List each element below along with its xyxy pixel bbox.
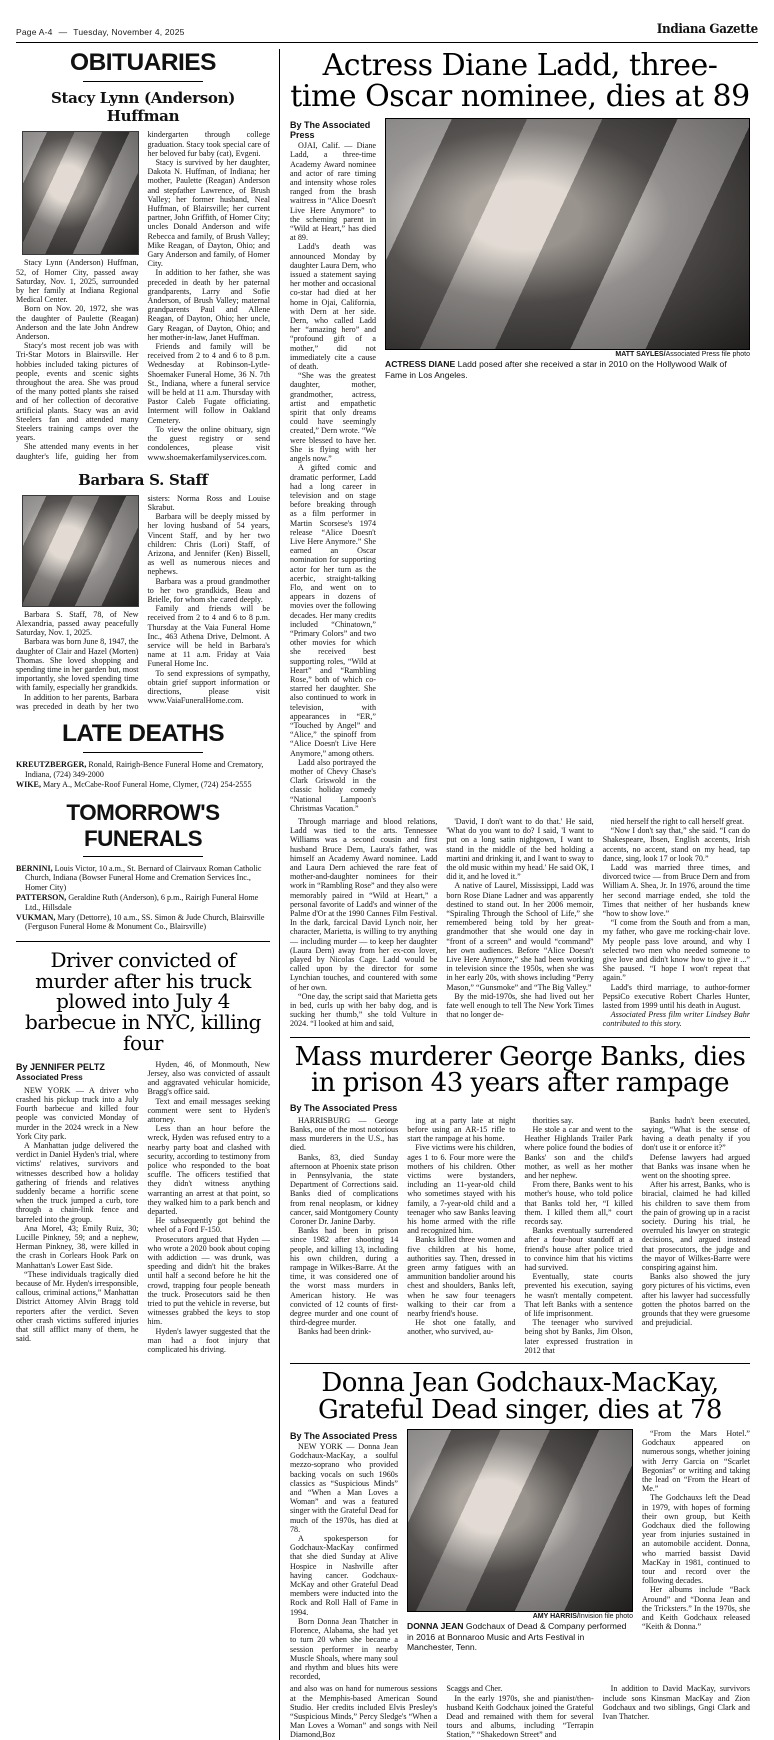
article-paragraph: A spokesperson for Godchaux-MacKay confirmed that she died Sunday at Alive Hospice in Nashville after having cancer. Godchaux-McKay and other Grateful Dead members were inducted into the Rock and Roll Hall of Fame in 1994. [290,1534,398,1617]
funeral-surname: PATTERSON, [16,893,67,903]
obit-paragraph: Barbara was a proud grandmother to her two grandkids, Beau and Brielle, for whom she cared deeply. [147,576,270,604]
donna-bottom-columns [290,1684,750,1739]
byline-driver: By JENNIFER PELTZ [16,1061,105,1072]
donna-top-block [290,1429,750,1681]
obituaries-rule [83,81,203,82]
byline-donna: By The Associated Press [290,1431,398,1442]
article-paragraph: Text and email messages seeking comment were sent to Hyden's attorney. [147,1096,270,1124]
article-paragraph: Born Donna Jean Thatcher in Florence, Alabama, she had yet to turn 20 when she became a session performer in nearby Muscle Shoals, where many soul and rhythm and blues hits were recorded, [290,1616,398,1682]
funeral-surname: VUKMAN, [16,912,56,922]
list-item [16,760,270,779]
donna-right-column [642,1429,750,1631]
late-deaths-rule [83,752,203,753]
donna-bottom-col-2 [446,1684,593,1739]
obit-paragraph: Barbara will be deeply missed by her loving husband of 54 years, Vincent Staff, and by her two children: Chris (Lori) Staff, of Arizona, and Jennifer (Ken) Bissell, as well as numerous nieces and nephews. [147,512,270,577]
masthead-rule [16,42,758,43]
publication-nameplate: Indiana Gazette [656,22,758,37]
folio-dash: — [58,27,68,37]
obit-paragraph: Stacy's most recent job was with Tri-Star Motors in Blairsville. Her hobbies included taking pictures of people, events and scenic sights throughout the area. She was proud of the many potted plants she raised and of her collection of decorative artificial plants. Stacy was an avid Steelers fan and attended many Steelers training camps over the years. [16,341,139,443]
caption-lead-in: DONNA JEAN [407,1621,464,1632]
donna-bottom-col-3 [603,1684,750,1721]
photo-caption-ladd [385,359,750,380]
obit-paragraph: Stacy is survived by her daughter, Dakota N. Huffman, of Indiana; her mother, Paulette (Reagan) Anderson and stepfather Lawrence, of Brush Valley; her former husband, Neal Huffman, of Blairsville; her current partner, John Griffith, of Homer City; uncles Donald Anderson and wife Rebecca and family, of Brush Valley; Mike Reagan, of Dayton, Ohio; and Gary Anderson and family, of Homer City. [147,158,270,269]
right-column [280,49,750,1740]
article-paragraph: After his arrest, Banks, who is biracial, claimed he had killed his children to save them from the pain of growing up in a racist society. During his trial, he overruled his lawyer on strategic decisions, and argued instead that prosecutors, the judge and the mayor of Wilkes-Barre were conspiring against him. [641,1180,750,1272]
headline-donna-jean: Donna Jean Godchaux-MacKay, Grateful Dead singer, dies at 78 [318,1368,722,1425]
article-paragraph: Defense lawyers had argued that Banks was insane when he went on the shooting spree. [641,1152,750,1180]
ladd-col-1 [290,817,437,1029]
late-death-surname: WIKE, [16,780,41,790]
list-item [16,780,270,789]
article-paragraph: 'David, I don't want to do that.' He said, 'What do you want to do? I said, 'I want to put on a long satin nightgown, I want to stand in the middle of the bed holding a martini and drinking it, and I want to sway to the old music within my head.' He said OK, I did it, and he loved it.” [446,817,594,882]
article-paragraph: “These individuals tragically died because of Mr. Hyden's irresponsible, callous, criminal actions,” Manhattan District Attorney Alvin Bragg told reporters after the verdict. Seven other crash victims suffered injuries that still afflict many of them, he said. [16,1269,139,1344]
article-paragraph: “From the Mars Hotel.” Godchaux appeared on numerous songs, whether joining with Jerry Garcia on “Scarlet Begonias” or writing and taking the lead on “From the Heart of Me.” [642,1429,750,1494]
article-contributor-note: Associated Press film writer Lindsey Bahr contributed to this story. [602,1010,750,1029]
article-paragraph: “I come from the South and from a man, my father, who gave me rocking-chair love. My people pass love around, and why I selected two men who needed someone to give love and didn't know how to give it ...” She paused. “I hope I won't repeat that again.” [602,918,750,983]
article-paragraph: Banks killed three women and five children at his home, authorities say. Then, dressed in green army fatigues with an ammunition bandolier around his chest and shoulders, Banks left, when he saw four teenagers walking to their car from a nearby friend's house. [407,1235,516,1318]
late-deaths-list [16,760,270,789]
article-paragraph: He stole a car and went to the Heather Highlands Trailer Park where police found the bodies of Banks' son and the child's mother, as well as her mother and her nephew. [524,1124,633,1180]
article-paragraph: In addition to David MacKay, survivors include sons Kinsman MacKay and Zion Godchaux and two siblings, Gngi Clark and Ivan Thatcher. [602,1684,750,1721]
ladd-col-2 [446,817,593,1019]
donna-figure [407,1429,633,1653]
article-paragraph: Five victims were his children, ages 1 to 6. Four more were the mothers of his children. Other victims were bystanders, including an 11-year-old child who sometimes stayed with his family, a 7-year-old child and a teenager who saw Banks leaving his home armed with the rifle and recognized him. [407,1143,516,1236]
article-paragraph: Ladd also portrayed the mother of Chevy Chase's Clark Griswold in the classic holiday comedy “National Lampoon's Christmas Vacation.” [290,757,376,813]
late-death-detail: Ronald, Rairigh-Bence Funeral Home and Crematory, Indiana, (724) 349-2000 [25,760,264,779]
article-paragraph: Banks had been drink- [298,1327,372,1337]
article-paragraph: “She was the greatest daughter, mother, grandmother, actress, artist and empathetic spirit that only dreams could have seemingly created,” Dern wrote. “We were blessed to have her. She is flying with her angels now.” [290,371,376,464]
funeral-detail: Mary (Dettorre), 10 a.m., SS. Simon & Jude Church, Blairsville (Ferguson Funeral Home & Monument Co., Blairsville) [25,912,265,932]
article-paragraph: “One day, the script said that Marietta gets in bed, curls up with her baby dog, and is sucking her thumb,” she told Vulture in 2024. “I looked at him and said, [290,991,438,1029]
article-paragraph: Eventually, state courts prevented his execution, saying he wasn't mentally competent. That left Banks with a sentence of life imprisonment. [524,1272,633,1318]
photo-credit-photographer: MATT SAYLES/ [615,351,666,359]
article-paragraph: “Now I don't say that,” she said. “I can do Shakespeare, Ibsen, English accents, Irish accents, no accent, stand on my head, tap dance, sing, look 17 or look 70.” [602,826,750,863]
byline-ladd: By The Associated Press [290,120,371,141]
ladd-lead-column [290,118,376,813]
headline-george-banks: Mass murderer George Banks, dies in prison 43 years after rampage [294,1041,746,1099]
article-paragraph: A Manhattan judge delivered the verdict in Daniel Hyden's trial, where victims' relatives, survivors and witnesses described how a holiday gathering of friends and relatives suddenly became a horrific scene when the truck jumped a curb, tore through a chain-link fence and barreled into the group. [16,1140,139,1224]
obit-name-huffman: Stacy Lynn (Anderson) Huffman [50,89,236,126]
obit-paragraph: She attended many events in her daughter's life, guiding her from kindergarten through college graduation. Stacy took special care of her beloved fur baby (cat), Evgeni. [16,130,270,461]
article-paragraph: A gifted comic and dramatic performer, Ladd had a long career in television and on stage before breaking through as a film performer in Martin Scorsese's 1974 release “Alice Doesn't Live Here Anymore.” She earned an Oscar nomination for supporting actor for her turn as the acerbic, straight-talking Flo, and went on to appears in dozens of movies over the following decades. Her many credits included “Chinatown,” “Primary Colors” and two other movies for which she received best supporting roles, “Wild at Heart” and “Rambling Rose,” both of which co-starred her daughter. She also continued to work in television, with appearances in “ER,” “Touched by Angel” and “Alice,” the spinoff from “Alice Doesn't Live Here Anymore,” among others. [290,463,376,758]
photo-diane-ladd [385,118,750,350]
list-item [16,893,270,912]
funeral-detail: Geraldine Ruth (Anderson), 6 p.m., Rairigh Funeral Home Ltd., Hillsdale [25,893,259,912]
funeral-surname: BERNINI, [16,863,53,873]
article-paragraph: Hyden's lawyer suggested that the man had a foot injury that complicated his driving. [147,1326,270,1355]
late-death-detail: Mary A., McCabe-Roof Funeral Home, Clymer, (724) 254-2555 [40,780,252,790]
obit-paragraph: Born on Nov. 20, 1972, she was the daughter of Paulette (Reagan) Anderson and the late John Andrew Anderson. [16,304,139,342]
photo-credit-source: Invision file photo [578,1613,633,1621]
article-paragraph: The Godchauxs left the Dead in 1979, with hopes of forming their own group, but Keith Godchaux died the following year from injuries sustained in an automobile accident. Donna, who married bassist David MacKay in 1981, continued to tour and record over the following decades. [642,1493,750,1586]
page-masthead [16,22,758,39]
banks-col-2 [407,1116,515,1355]
obit-paragraph: Family and friends will be received from 2 to 4 and 6 to 8 p.m. Thursday at the Vaia Funeral Home Inc., 463 Athena Drive, Delmont. A service will be held in Barbara's name at 11 a.m. Friday at Vaia Funeral Home Inc. [147,604,270,669]
obit-paragraph: Friends and family will be received from 2 to 4 and 6 to 8 p.m. Wednesday at Robinson-Lytle-Shoemaker Funeral Home, 36 N. 7th St., Indiana, where a funeral service will be held at 11 a.m. Thursday with Pastor Caleb Fugate officiating. Interment will follow in Oakland Cemetery. [147,342,270,425]
photo-donna-jean [407,1429,633,1612]
left-column [16,49,280,1740]
banks-col-1 [290,1116,398,1355]
obit-body-staff [16,494,270,711]
ladd-col-3 [603,817,750,1029]
section-divider [290,1363,750,1364]
caption-lead-in: ACTRESS DIANE [385,359,456,370]
ladd-top-block [290,118,750,813]
obituaries-heading: OBITUARIES [70,49,216,76]
donna-lead-column [290,1429,398,1681]
list-item [16,864,270,892]
spacer [16,791,270,800]
obit-paragraph: Barbara was born June 8, 1947, the daughter of Clair and Hazel (Morten) Thomas. She loved shopping and spending time in her garden but, most importantly, she loved spending time with family, especially her grandkids. [16,637,139,693]
headline-driver-conviction: Driver convicted of murder after his truck plowed into July 4 barbecue in NYC, killing four [25,947,261,1055]
section-divider [290,1037,750,1038]
article-paragraph: Scaggs and Cher. [446,1684,503,1694]
obit-body-huffman [16,130,270,461]
spacer [16,711,270,720]
late-deaths-heading: LATE DEATHS [61,719,225,747]
article-paragraph: Less than an hour before the wreck, Hyden was refused entry to a nearby party boat and clashed with security, according to testimony from police who responded to the boat scuffle. The officers testified that they didn't witness anything warranting an arrest at that point, so they walked him to a park bench and departed. [147,1124,270,1217]
article-paragraph: Banks hadn't been executed, saying, “What is the sense of having a death penalty if you don't use it or enforce it?” [641,1115,750,1153]
banks-columns [290,1116,750,1355]
obit-paragraph: To view the online obituary, sign the guest registry or send condolences, please visit www.shoemakerfamilyservices.com. [147,424,270,462]
article-paragraph: Banks, 83, died Sunday afternoon at Phoenix state prison in Pennsylvania, the state Department of Corrections said. Banks died of complications from renal neoplasm, or kidney cancer, said Montgomery County Coroner Dr. Janine Darby. [290,1152,399,1226]
obit-paragraph: To send expressions of sympathy, obtain grief support information or directions, please visit www.VaiaFuneralHome.com. [147,668,270,706]
article-paragraph: Banks eventually surrendered after a four-hour standoff at a friend's house after police tried to convince him that his victims had survived. [524,1226,633,1272]
article-paragraph: ing at a party late at night before using an AR-15 rifle to start the rampage at his home. [407,1115,516,1144]
ladd-continuation-columns [290,817,750,1029]
photo-credit-donna [407,1613,633,1620]
obit-paragraph: In addition to her father, she was preceded in death by her paternal grandparents, Larry and Sofie Anderson, of Brush Valley; maternal grandparents Paul and Allene Reagan, of Dayton, Ohio; her uncle, Gary Reagan, of Dayton, Ohio; and her mother-in-law, Janet Huffman. [147,268,270,342]
tomorrows-funerals-rule [83,856,203,857]
page-number: Page A-4 [16,27,53,37]
article-paragraph: HARRISBURG — George Banks, one of the most notorious mass murderers in the U.S., has died. [290,1115,399,1153]
article-paragraph: Prosecutors argued that Hyden — who wrote a 2020 book about coping with addiction — was drunk, was speeding and didn't hit the brakes until half a second before he hit the crowd, trapping four people beneath the truck. Prosecutors said he then tried to put the vehicle in reverse, but witnesses grabbed the keys to stop him. [147,1234,270,1327]
article-paragraph: Ladd's death was announced Monday by daughter Laura Dern, who issued a statement saying her mother and occasional co-star had died at her home in Ojai, California, with Dern at her side. Dern, who called Ladd her “amazing hero” and “profound gift of a mother,” did not immediately cite a cause of death. [290,242,376,372]
article-paragraph: The teenager who survived being shot by Banks, Jim Olson, later expressed frustration in 2012 that [524,1318,633,1355]
caption-text: Godchaux of Dead & Company performed in 2016 at Bonnaroo Music and Arts Festival in Manchester, Tenn. [407,1621,627,1653]
obit-photo-staff [22,495,139,607]
byline-source-driver: Associated Press [16,1072,83,1082]
article-paragraph: Banks had been in prison since 1982 after shooting 14 people, and killing 13, including his own children, during a rampage in Wilkes-Barre. At the time, it was considered one of the worst mass murders in American history. He was convicted of 12 counts of first-degree murder and one count of third-degree murder. [290,1226,399,1328]
article-paragraph: Her albums include “Back Around” and “Donna Jean and the Tricksters.” In the 1970s, she and Keith Godchaux released “Keith & Donna.” [642,1585,750,1632]
section-divider [16,941,270,942]
banks-col-3 [525,1116,633,1355]
article-paragraph: He shot one fatally, and another, who survived, au- [407,1318,516,1337]
article-paragraph: He subsequently got behind the wheel of a Ford F-150. [147,1216,270,1235]
funeral-detail: Louis Victor, 10 a.m., St. Bernard of Clairvaux Roman Catholic Church, Indiana (Bowser Funeral Home and Cremation Services Inc., Homer City) [25,863,262,892]
article-paragraph: NEW YORK — Donna Jean Godchaux-MacKay, a soulful mezzo-soprano who provided backing vocals on such 1960s classics as “Suspicious Minds” and “When a Man Loves a Woman” and was a featured singer with the Grateful Dead for much of the 1970s, has died at 78. [290,1442,398,1534]
obit-photo-huffman [22,131,139,255]
headline-diane-ladd: Actress Diane Ladd, three-time Oscar nominee, dies at 89 [290,48,750,114]
article-paragraph: NEW YORK — A driver who crashed his pickup truck into a July Fourth barbecue and killed four people was convicted Monday of murder in the 2024 wreck in a New York City park. [16,1085,139,1141]
caption-text: Ladd posed after she received a star in 2010 on the Hollywood Walk of Fame in Los Angeles. [385,359,727,380]
photo-caption-donna [407,1621,633,1653]
article-paragraph: In the early 1970s, she and pianist/then-husband Keith Godchaux joined the Grateful Dead and remained with them for several tours and albums, including “Terrapin Station,” “Shakedown Street” and [446,1693,594,1740]
tomorrows-funerals-list [16,864,270,932]
ladd-figure-wrap [385,118,750,384]
publication-date: Tuesday, November 4, 2025 [73,27,185,37]
photo-credit-ladd [385,351,750,358]
article-paragraph: Ladd's third marriage, to author-former PepsiCo executive Robert Charles Hunter, lasted from 1999 until his death in August. [602,982,750,1011]
banks-col-4 [642,1116,750,1355]
photo-credit-photographer: AMY HARRIS/ [532,1613,579,1621]
ladd-figure [385,118,750,380]
article-paragraph: OJAI, Calif. — Diane Ladd, a three-time Academy Award nominee and actor of rare timing and intensity whose roles ranged from the brash waitress in “Alice Doesn't Live Here Anymore” to the scheming parent in “Wild at Heart,” has died at 89. [290,141,376,243]
late-death-surname: KREUTZBERGER, [16,760,87,770]
article-paragraph: A native of Laurel, Mississippi, Ladd was born Rose Diane Ladner and was apparently destined to stand out. In her 2006 memoir, “Spiraling Through the School of Life,” she remembered being told by her great-grandmother that she would one day in “front of a screen” and would “command” her own audiences. Before “Alice Doesn't Live Here Anymore,” she had been working in television since the 1950s, when she was in her early 20s, with shows including “Perry Mason,” “Gunsmoke” and “The Big Valley.” [446,881,594,992]
donna-figure-wrap [407,1429,633,1657]
article-paragraph: Banks also showed the jury gory pictures of his victims, even after his lawyer had successfully gotten the photos barred on the grounds that they were gruesome and prejudicial. [641,1272,750,1328]
obit-name-staff: Barbara S. Staff [78,470,208,489]
article-paragraph: Hyden, 46, of Monmouth, New Jersey, also was convicted of assault and aggravated vehicular homicide, Bragg's office said. [147,1059,270,1097]
byline-banks: By The Associated Press [290,1102,398,1113]
tomorrows-funerals-heading: TOMORROW'S FUNERALS [66,799,220,851]
folio-line [16,27,185,37]
article-paragraph: and also was on hand for numerous sessions at the Memphis-based American Sound Studio. Her credits included Elvis Presley's “Suspicious Minds,” Percy Sledge's “When a Man Loves a Woman” and songs with Neil Diamond,Boz [290,1684,438,1740]
article-paragraph: Ladd was married three times, and divorced twice — from Bruce Dern and from William A. Shea, Jr. In 1976, around the time her second marriage ended, she told the Times that neither of her husbands knew “how to show love.” [602,863,750,919]
page-body [16,49,758,1740]
article-body-driver [16,1060,270,1355]
obit-paragraph: Barbara S. Staff, 78, of New Alexandria, passed away peacefully Saturday, Nov. 1, 2025. [16,609,139,638]
photo-credit-source: Associated Press file photo [665,351,750,359]
obit-paragraph: Stacy Lynn (Anderson) Huffman, 52, of Homer City, passed away Saturday, Nov. 1, 2025, surrounded by her family at Indiana Regional Medical Center. [16,258,139,305]
article-paragraph: Through marriage and blood relations, Ladd was tied to the arts. Tennessee Williams was a second cousin and first husband Bruce Dern, Laura's father, was himself an Academy Award nominee. Ladd and Laura Dern achieved the rare feat of mother-and-daughter nominees for their work in “Rambling Rose” and they also were memorably paired in “Wild at Heart,” a personal favorite of Ladd's and winner of the Palme d'Or at the 1990 Cannes Film Festival. In the dark, farcical David Lynch noir, her character, Marietta, is willing to try anything — including murder — to keep her daughter (Laura Dern) away from her ex-con lover, played by Nicolas Cage. Ladd would be called upon by the director for some Lynchian touches, and countered with some of her own. [290,817,438,992]
article-paragraph: Ana Morel, 43; Emily Ruiz, 30; Lucille Pinkney, 59; and a nephew, Herman Pinkney, 38, were killed in the crash in Corlears Hook Park on Manhattan's Lower East Side. [16,1223,139,1270]
donna-bottom-col-1 [290,1684,437,1739]
article-paragraph: nied herself the right to call herself great. [610,817,745,827]
article-paragraph: thorities say. [532,1115,574,1125]
article-paragraph: By the mid-1970s, she had lived out her fate well enough to tell The New York Times that no longer de- [446,991,594,1020]
list-item [16,913,270,932]
obit-paragraph: In addition to her parents, Barbara was preceded in death by her two sisters: Norma Ross and Louise Skrabut. [16,493,270,711]
article-paragraph: From there, Banks went to his mother's house, who told police that Banks told her, “I killed them. I killed them all,” court records say. [524,1180,633,1226]
